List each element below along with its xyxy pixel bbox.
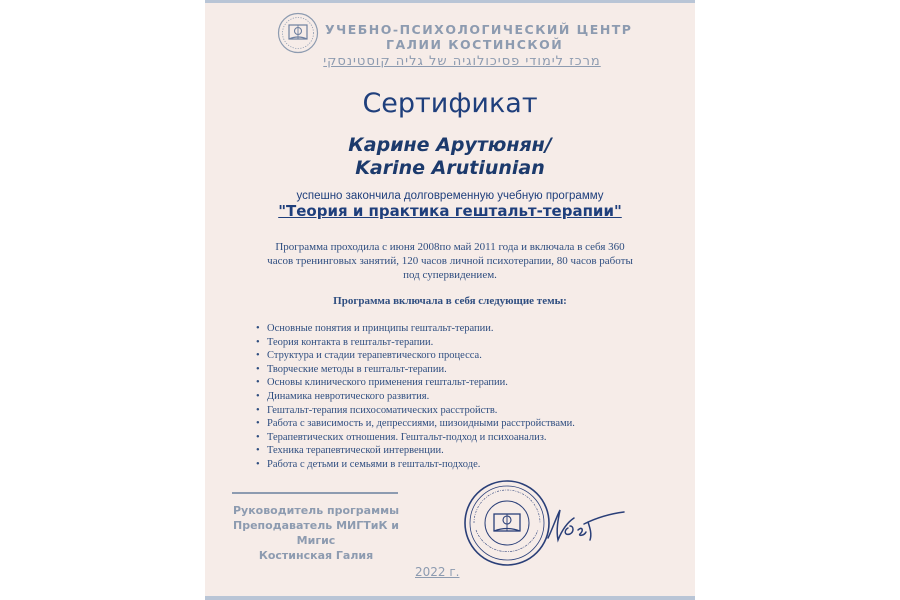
topic-item: • Структура и стадии терапевтического процесса. [256, 349, 575, 363]
topic-item: • Техника терапевтической интервенции. [256, 444, 575, 458]
topics-heading: Программа включала в себя следующие темы: [333, 295, 567, 307]
signatory-name: Костинская Галия [258, 549, 374, 562]
org-name-line1: УЧЕБНО-ПСИХОЛОГИЧЕСКИЙ ЦЕНТР [325, 22, 633, 37]
org-name-line2: ГАЛИИ КОСТИНСКОЙ [386, 37, 564, 52]
program-name: "Теория и практика гештальт-терапии" [278, 202, 622, 220]
completion-statement: успешно закончила долговременную учебную программу [296, 190, 604, 202]
topic-item: • Творческие методы в гештальт-терапии. [256, 363, 575, 377]
sheet-top-edge [205, 0, 695, 3]
program-description: Программа проходила с июня 2008по май 2011 года и включала в себя 360 часов тренинговых занятий, 120 часов личной психотерапии, 80 часов работы под супервидением. [267, 241, 633, 281]
signature-line [232, 492, 398, 494]
topic-item: • Динамика невротического развития. [256, 390, 575, 404]
signatory-role-line2: Преподаватель МИГТиК и [233, 519, 399, 532]
recipient-name-ru: Карине Арутюнян/ [348, 134, 552, 156]
certificate-title: Сертификат [362, 88, 538, 119]
topic-item: • Основы клинического применения гештальт-терапии. [256, 376, 575, 390]
handwritten-signature-icon [538, 500, 634, 548]
sheet-bottom-edge [205, 596, 695, 600]
signatory-role-line1: Руководитель программы [232, 504, 400, 517]
topic-item: • Терапевтических отношения. Гештальт-подход и психоанализ. [256, 431, 575, 445]
topic-item: • Работа с зависимость и, депрессиями, шизоидными расстройствами. [256, 417, 575, 431]
signatory-role-line3: Мигис [296, 534, 336, 547]
topic-item: • Работа с детьми и семьями в гештальт-подходе. [256, 458, 575, 472]
topic-item: • Гештальт-терапия психосоматических расстройств. [256, 404, 575, 418]
issue-year: 2022 г. [415, 565, 460, 579]
book-logo-icon [277, 12, 319, 54]
topics-list [256, 322, 575, 472]
recipient-name-en: Karine Arutiunian [355, 157, 545, 179]
topic-item: • Основные понятия и принципы гештальт-терапии. [256, 322, 575, 336]
topic-item: • Теория контакта в гештальт-терапии. [256, 336, 575, 350]
signatory-block [228, 503, 404, 563]
org-name-hebrew: מרכז לימודי פסיכולוגיה של גליה קוסטינסקי [323, 54, 601, 69]
